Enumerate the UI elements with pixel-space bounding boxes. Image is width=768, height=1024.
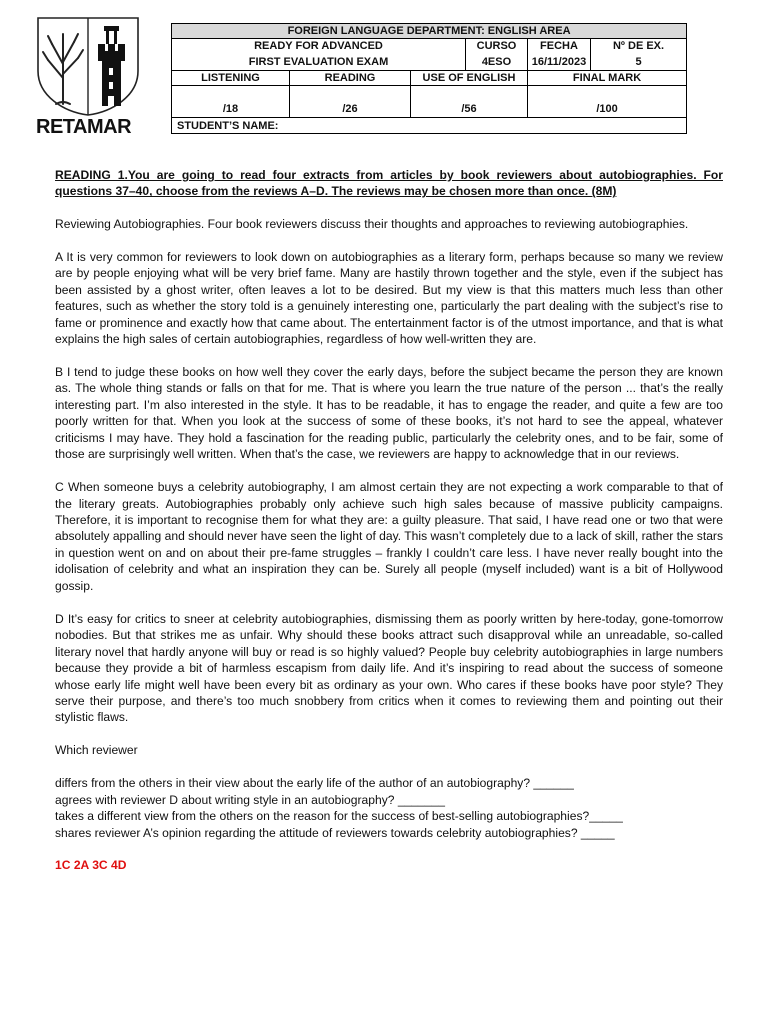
final-mark-label: FINAL MARK <box>528 71 687 86</box>
tree-icon <box>43 34 83 104</box>
curso-value: 4ESO <box>481 55 512 68</box>
fecha-cell <box>528 39 591 71</box>
reading-intro: Reviewing Autobiographies. Four book reviewers discuss their thoughts and approaches to reviewing autobiographies. <box>55 216 689 231</box>
review-a: A It is very common for reviewers to look down on autobiographies as a literary form, perhaps because so many we review are by people enjoying what will be very brief fame. Many are hastily thrown together and the style, even if the subject has been assisted by a ghost writer, often leaves a lot to be desired. But my view is that this matters much less than other features, such as whether the story told is a genuinely interesting one, particularly the part dealing with the subject’s rise to fame or prominence and exactly how that came about. The entertainment factor is of the utmost importance, and that is what explains the high sales of certain autobiographies, regardless of how well-written they are. <box>55 249 723 347</box>
fecha-label: FECHA <box>540 40 578 52</box>
curso-cell <box>466 39 528 71</box>
fecha-value: 16/11/2023 <box>531 55 587 68</box>
listening-label: LISTENING <box>172 71 290 86</box>
question-list <box>55 775 723 841</box>
reading-instructions: READING 1.You are going to read four extracts from articles by book reviewers about autobiographies. For questions 37–40, choose from the reviews A–D. The reviews may be chosen more than once. (8M) <box>55 168 723 199</box>
use-of-english-mark: /56 <box>411 86 528 118</box>
question-item: takes a different view from the others on the reason for the success of best-selling autobiographies?_____ <box>55 809 623 824</box>
department-title: FOREIGN LANGUAGE DEPARTMENT: ENGLISH AREA <box>172 24 687 39</box>
use-of-english-label: USE OF ENGLISH <box>411 71 528 86</box>
tower-icon <box>98 26 125 106</box>
curso-label: CURSO <box>476 40 517 52</box>
question-lead: Which reviewer <box>55 743 138 758</box>
shield-crest-icon <box>34 16 144 116</box>
exam-number-cell <box>591 39 687 71</box>
exam-header-table <box>171 23 687 134</box>
question-item: shares reviewer A’s opinion regarding the attitude of reviewers towards celebrity autobiographies? _____ <box>55 825 615 840</box>
answer-key: 1C 2A 3C 4D <box>55 858 127 873</box>
exam-title-cell <box>172 39 466 71</box>
exam-number-label: Nº DE EX. <box>612 40 665 52</box>
review-b: B I tend to judge these books on how well they cover the early days, before the subject became the person they are known as. The whole thing stands or falls on that for me. That is where you learn the true nature of the person ... that’s the really interesting part. I’m also interested in the style. It has to be readable, it has to engage the reader, and quite a few are too poorly written for that. When you look at the success of some of these books, it’s not hard to see the appeal, whatever criticisms I may have. They hold a fascination for the reading public, particularly the celebrity ones, and to be fair, some of those are surprisingly well written. When that’s the case, we reviewers are happy to acknowledge that in our reviews. <box>55 364 723 462</box>
reading-mark: /26 <box>290 86 411 118</box>
review-d: D It’s easy for critics to sneer at celebrity autobiographies, dismissing them as poorly written by here-today, gone-tomorrow nobodies. But that strikes me as unfair. Why should these books attract such disapproval while an unreadable, so-called literary novel that hardly anyone will buy or read is so highly valued? People buy celebrity autobiographies in large numbers because they provide a bit of harmless escapism from daily life. And it’s inspiring to read about the success of someone whose early life might well have been every bit as ordinary as your own. Who cares if these books have poor style? They serve their purpose, and there’s too much snobbery from critics when it comes to reviewing them and pointing out their stylistic flaws. <box>55 611 723 725</box>
reading-section <box>55 167 723 873</box>
exam-title: READY FOR ADVANCED <box>254 40 383 52</box>
exam-subtitle: FIRST EVALUATION EXAM <box>248 55 389 68</box>
review-c: C When someone buys a celebrity autobiography, I am almost certain they are not expecting a work comparable to that of the literary greats. Autobiographies probably only achieve such high sales because of massive publicity campaigns. Therefore, it is important to recognise them for what they are: a guilty pleasure. That said, I have read one or two that were absolutely appalling and should never have seen the light of day. This wasn’t completely due to a lack of skill, rather the stars in question went on and on about their pre-fame struggles – frankly I couldn’t care less. I have never really bought into the idolisation of celebrity and what an inspiration they can be. Surely all people (myself included) want is a bit of Hollywood gossip. <box>55 480 723 593</box>
school-logo <box>34 16 144 138</box>
final-mark-value: /100 <box>528 86 687 118</box>
school-name: RETAMAR <box>36 116 132 138</box>
reading-label: READING <box>290 71 411 86</box>
question-item: agrees with reviewer D about writing style in an autobiography? _______ <box>55 792 445 807</box>
student-name-field[interactable]: STUDENT’S NAME: <box>172 118 687 134</box>
listening-mark: /18 <box>172 86 290 118</box>
exam-number-value: 5 <box>635 55 642 68</box>
question-item: differs from the others in their view about the early life of the author of an autobiography? ______ <box>55 776 574 791</box>
